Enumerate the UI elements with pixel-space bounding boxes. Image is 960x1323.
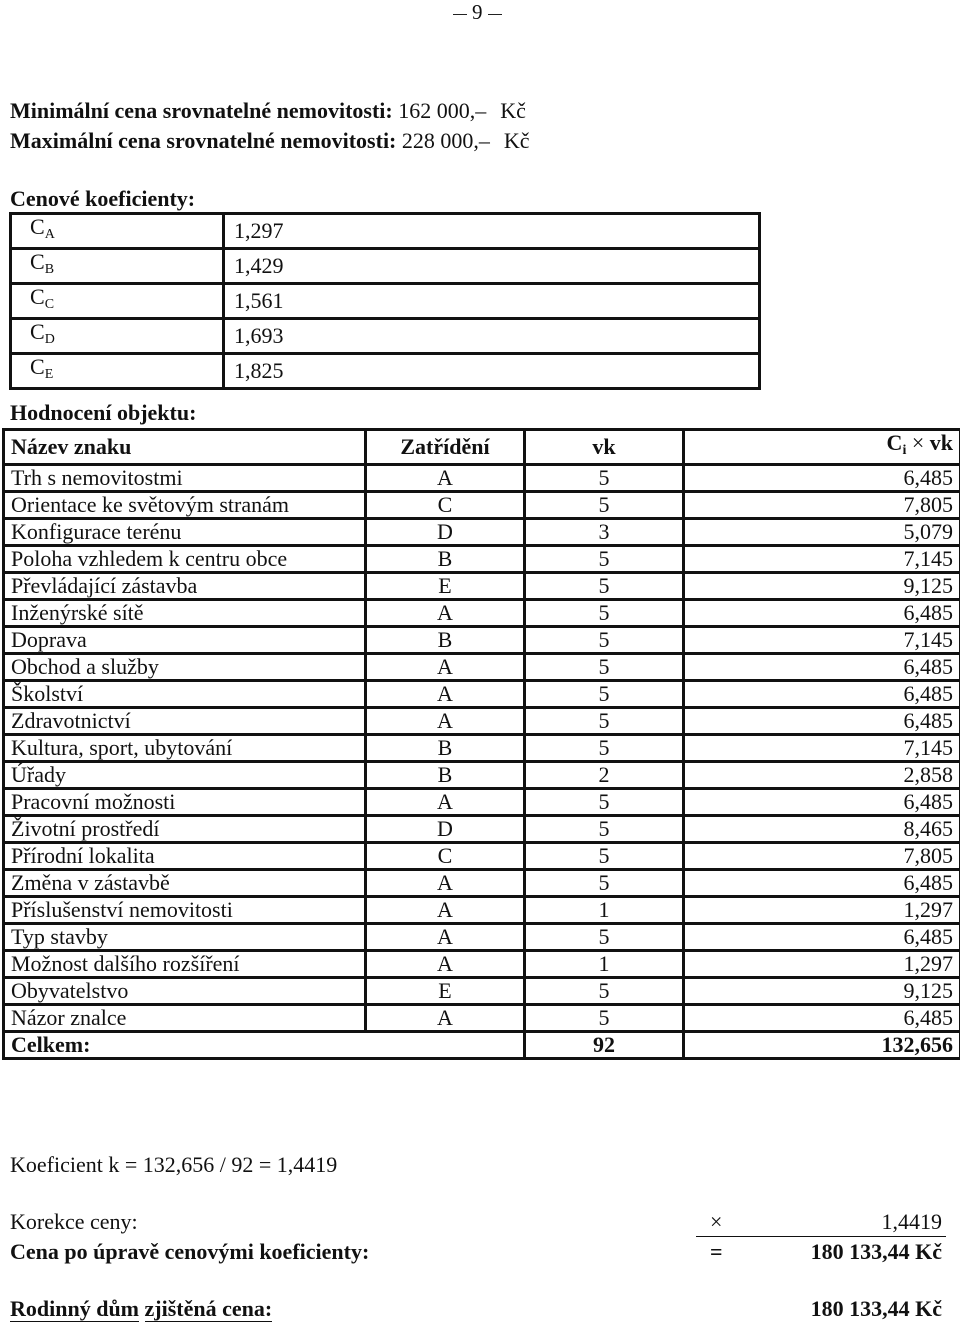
- table-row: [4, 951, 960, 978]
- correction-sign: ×: [710, 1209, 723, 1234]
- header-ci-sub: i: [902, 443, 907, 458]
- row-name: Životní prostředí: [4, 816, 366, 843]
- header-name: Název znaku: [4, 430, 366, 465]
- evaluation-table: [2, 428, 960, 1060]
- min-price-value: 162 000,–: [398, 98, 487, 123]
- row-value: 6,485: [684, 1005, 960, 1032]
- row-class: A: [366, 789, 525, 816]
- coefficient-symbol: [11, 284, 224, 319]
- row-value: 6,485: [684, 681, 960, 708]
- row-value: 7,145: [684, 735, 960, 762]
- coefficient-symbol: [11, 214, 224, 249]
- coefficient-sub: D: [44, 332, 55, 347]
- row-vk: 5: [525, 735, 684, 762]
- adjusted-value: 180 133,44 Kč: [810, 1239, 942, 1264]
- correction-value: 1,4419: [881, 1209, 942, 1234]
- row-class: C: [366, 843, 525, 870]
- coefficient-symbol: [11, 249, 224, 284]
- min-price-label: Minimální cena srovnatelné nemovitosti:: [10, 98, 393, 123]
- row-vk: 5: [525, 600, 684, 627]
- row-value: 8,465: [684, 816, 960, 843]
- coef-heading: Cenové koeficienty:: [10, 186, 196, 211]
- row-class: A: [366, 600, 525, 627]
- row-value: 7,145: [684, 627, 960, 654]
- coefficient-row: [11, 319, 760, 354]
- table-row: [4, 897, 960, 924]
- row-vk: 5: [525, 465, 684, 492]
- row-name: Doprava: [4, 627, 366, 654]
- final-label-rest: zjištěná cena:: [144, 1296, 273, 1321]
- table-row: [4, 519, 960, 546]
- table-row: [4, 1005, 960, 1032]
- header-ci-vk: [684, 430, 960, 465]
- row-class: A: [366, 870, 525, 897]
- row-name: Názor znalce: [4, 1005, 366, 1032]
- row-name: Pracovní možnosti: [4, 789, 366, 816]
- row-value: 1,297: [684, 897, 960, 924]
- row-value: 6,485: [684, 654, 960, 681]
- total-row: [4, 1032, 960, 1059]
- row-name: Typ stavby: [4, 924, 366, 951]
- row-value: 5,079: [684, 519, 960, 546]
- table-row: [4, 654, 960, 681]
- row-value: 7,805: [684, 492, 960, 519]
- row-value: 7,805: [684, 843, 960, 870]
- row-value: 6,485: [684, 870, 960, 897]
- row-value: 6,485: [684, 600, 960, 627]
- row-class: D: [366, 519, 525, 546]
- coefficient-value: 1,429: [224, 249, 760, 284]
- table-row: [4, 708, 960, 735]
- row-vk: 5: [525, 870, 684, 897]
- row-vk: 1: [525, 951, 684, 978]
- final-label-main: Rodinný dům: [10, 1296, 140, 1321]
- total-value: 132,656: [684, 1032, 960, 1059]
- row-vk: 5: [525, 681, 684, 708]
- header-times: ×: [911, 430, 925, 455]
- final-value: 180 133,44 Kč: [810, 1296, 942, 1321]
- row-value: 9,125: [684, 573, 960, 600]
- row-vk: 5: [525, 816, 684, 843]
- coefficient-value: 1,693: [224, 319, 760, 354]
- row-name: Konfigurace terénu: [4, 519, 366, 546]
- header-vk: vk: [525, 430, 684, 465]
- row-vk: 5: [525, 708, 684, 735]
- row-class: E: [366, 978, 525, 1005]
- coefficient-base: C: [30, 354, 45, 379]
- row-class: B: [366, 546, 525, 573]
- coefficient-sub: E: [44, 367, 54, 382]
- row-value: 6,485: [684, 708, 960, 735]
- row-class: C: [366, 492, 525, 519]
- table-row: [4, 600, 960, 627]
- adjusted-sign: =: [710, 1239, 723, 1264]
- row-name: Trh s nemovitostmi: [4, 465, 366, 492]
- row-vk: 5: [525, 1005, 684, 1032]
- table-row: [4, 789, 960, 816]
- table-row: [4, 627, 960, 654]
- row-vk: 5: [525, 573, 684, 600]
- table-row: [4, 978, 960, 1005]
- row-name: Převládající zástavba: [4, 573, 366, 600]
- header-ci-base: C: [886, 430, 903, 455]
- total-label: Celkem:: [4, 1032, 525, 1059]
- table-row: [4, 816, 960, 843]
- table-row: [4, 492, 960, 519]
- row-name: Kultura, sport, ubytování: [4, 735, 366, 762]
- adjusted-cell: [696, 1239, 946, 1266]
- table-row: [4, 735, 960, 762]
- row-name: Školství: [4, 681, 366, 708]
- row-vk: 5: [525, 492, 684, 519]
- row-name: Obyvatelstvo: [4, 978, 366, 1005]
- max-price-currency: Kč: [503, 128, 530, 153]
- row-vk: 1: [525, 897, 684, 924]
- row-class: B: [366, 762, 525, 789]
- coefficient-value: 1,561: [224, 284, 760, 319]
- row-name: Orientace ke světovým stranám: [4, 492, 366, 519]
- row-class: A: [366, 654, 525, 681]
- table-row: [4, 843, 960, 870]
- row-class: A: [366, 681, 525, 708]
- row-value: 6,485: [684, 465, 960, 492]
- adjusted-label: Cena po úpravě cenovými koeficienty:: [10, 1239, 370, 1264]
- coefficient-base: C: [30, 284, 45, 309]
- row-vk: 3: [525, 519, 684, 546]
- total-vk: 92: [525, 1032, 684, 1059]
- coefficient-value: 1,825: [224, 354, 760, 389]
- coefficient-sub: A: [44, 227, 55, 242]
- row-vk: 2: [525, 762, 684, 789]
- row-class: A: [366, 951, 525, 978]
- row-class: A: [366, 465, 525, 492]
- eval-heading: Hodnocení objektu:: [10, 400, 197, 425]
- coefficient-sub: B: [44, 262, 55, 277]
- row-class: A: [366, 924, 525, 951]
- max-price-line: [10, 128, 530, 154]
- row-name: Inženýrské sítě: [4, 600, 366, 627]
- koeficient-line: Koeficient k = 132,656 / 92 = 1,4419: [10, 1152, 338, 1177]
- row-class: A: [366, 897, 525, 924]
- coefficient-symbol: [11, 319, 224, 354]
- coefficient-sub: C: [44, 297, 55, 312]
- final-value-cell: [696, 1296, 946, 1322]
- coefficient-base: C: [30, 249, 45, 274]
- row-value: 2,858: [684, 762, 960, 789]
- page-number: 9: [448, 0, 507, 25]
- coefficient-row: [11, 214, 760, 249]
- row-vk: 5: [525, 978, 684, 1005]
- table-row: [4, 924, 960, 951]
- max-price-label: Maximální cena srovnatelné nemovitosti:: [10, 128, 397, 153]
- row-vk: 5: [525, 627, 684, 654]
- row-value: 7,145: [684, 546, 960, 573]
- row-name: Poloha vzhledem k centru obce: [4, 546, 366, 573]
- eval-header-row: [4, 430, 960, 465]
- row-name: Změna v zástavbě: [4, 870, 366, 897]
- row-name: Obchod a služby: [4, 654, 366, 681]
- row-value: 6,485: [684, 789, 960, 816]
- row-name: Přírodní lokalita: [4, 843, 366, 870]
- row-name: Příslušenství nemovitosti: [4, 897, 366, 924]
- row-name: Zdravotnictví: [4, 708, 366, 735]
- row-class: B: [366, 627, 525, 654]
- table-row: [4, 573, 960, 600]
- row-vk: 5: [525, 654, 684, 681]
- correction-label: Korekce ceny:: [10, 1209, 138, 1234]
- min-price-currency: Kč: [500, 98, 526, 123]
- table-row: [4, 546, 960, 573]
- row-vk: 5: [525, 546, 684, 573]
- coefficient-row: [11, 354, 760, 389]
- table-row: [4, 465, 960, 492]
- row-value: 6,485: [684, 924, 960, 951]
- row-class: D: [366, 816, 525, 843]
- row-name: Možnost dalšího rozšíření: [4, 951, 366, 978]
- final-label: [10, 1296, 272, 1322]
- max-price-value: 228 000,–: [401, 128, 490, 153]
- correction-cell: [696, 1209, 946, 1237]
- row-value: 1,297: [684, 951, 960, 978]
- coefficient-symbol: [11, 354, 224, 389]
- row-name: Úřady: [4, 762, 366, 789]
- row-vk: 5: [525, 924, 684, 951]
- coefficient-base: C: [30, 319, 45, 344]
- row-vk: 5: [525, 789, 684, 816]
- row-value: 9,125: [684, 978, 960, 1005]
- row-vk: 5: [525, 843, 684, 870]
- coefficient-value: 1,297: [224, 214, 760, 249]
- header-class: Zatřídění: [366, 430, 525, 465]
- table-row: [4, 870, 960, 897]
- row-class: A: [366, 1005, 525, 1032]
- table-row: [4, 681, 960, 708]
- row-class: E: [366, 573, 525, 600]
- row-class: B: [366, 735, 525, 762]
- row-class: A: [366, 708, 525, 735]
- coefficient-table: [9, 212, 761, 390]
- header-ci-vk-label: vk: [929, 430, 953, 455]
- coefficient-base: C: [30, 214, 45, 239]
- coefficient-row: [11, 249, 760, 284]
- table-row: [4, 762, 960, 789]
- coefficient-row: [11, 284, 760, 319]
- min-price-line: [10, 98, 526, 124]
